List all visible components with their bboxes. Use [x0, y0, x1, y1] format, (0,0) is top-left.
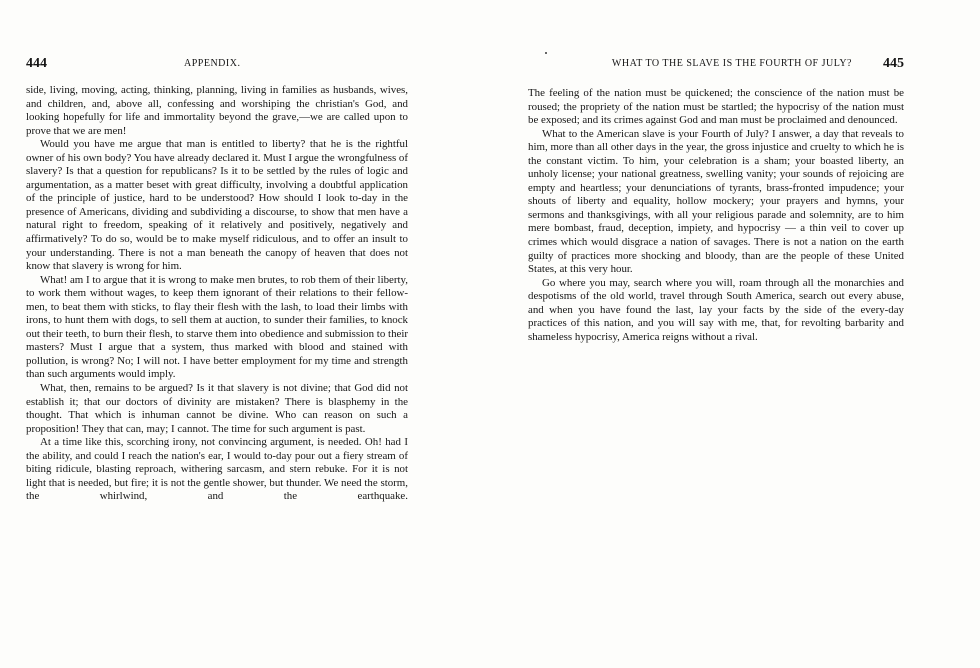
right-running-title: WHAT TO THE SLAVE IS THE FOURTH OF JULY?: [611, 58, 852, 69]
left-page-header: [26, 56, 408, 72]
left-page-body: [26, 84, 408, 504]
left-paragraph-1: side, living, moving, acting, thinking, planning, living in families as husbands, wives, and children, and, above all, confessing and worshiping the christian's God, and looking hopefully for life and immortality beyond the grave,—we are called upon to prove that we are men!: [26, 84, 408, 137]
right-page-header: [528, 56, 904, 72]
left-page-number: 444: [26, 56, 47, 71]
left-paragraph-2: Would you have me argue that man is entitled to liberty? that he is the rightful owner of his own body? You have already declared it. Must I argue the wrongfulness of slavery? Is that a question for republicans? Is it to be settled by the rules of logic and argumentation, as a matter beset with great difficulty, involving a doubtful application of the principle of justice, hard to be understood? How should I look to-day in the presence of Americans, dividing and subdividing a discourse, to show that men have a natural right to freedom, speaking of it relatively and positively, negatively and affirmatively? To do so, would be to make myself ridiculous, and to offer an insult to your understanding. There is not a man beneath the canopy of heaven that does not know that slavery is wrong for him.: [26, 138, 408, 273]
right-paragraph-3: Go where you may, search where you will, roam through all the monarchies and despotisms of the old world, travel through South America, search out every abuse, and when you have found the last, lay your facts by the side of the every-day practices of this nation, and you will say with me, that, for revolting barbarity and shameless hypocrisy, America reigns without a rival.: [528, 276, 904, 343]
right-paragraph-1: The feeling of the nation must be quickened; the conscience of the nation must be roused; the propriety of the nation must be startled; the hypocrisy of the nation must be exposed; and its crimes against God and man must be proclaimed and denounced.: [528, 87, 904, 127]
right-page-body: [528, 87, 904, 344]
left-running-title: APPENDIX.: [184, 58, 241, 69]
right-paragraph-2: What to the American slave is your Fourth of July? I answer, a day that reveals to him, more than all other days in the year, the gross injustice and cruelty to which he is the constant victim. To him, your celebration is a sham; your boasted liberty, an unholy license; your national greatness, swelling vanity; your sounds of rejoicing are empty and heartless; your denunciations of tyrants, brass-fronted impudence; your shouts of liberty and equality, hollow mockery; your prayers and hymns, your sermons and thanksgivings, with all your religious parade and solemnity, are to him mere bombast, fraud, deception, impiety, and hypocrisy — a thin veil to cover up crimes which would disgrace a nation of savages. There is not a nation on the earth guilty of practices more shocking and bloody, than are the people of these United States, at this very hour.: [528, 127, 904, 276]
left-paragraph-5: At a time like this, scorching irony, not convincing argument, is needed. Oh! had I the ability, and could I reach the nation's ear, I would to-day pour out a fiery stream of biting ridicule, blasting reproach, withering sarcasm, and stern rebuke. For it is not light that is needed, but fire; it is not the gentle shower, but thunder. We need the storm, the whirlwind, and the earthquake.: [26, 436, 408, 503]
right-page-number: 445: [883, 56, 904, 71]
left-paragraph-3: What! am I to argue that it is wrong to make men brutes, to rob them of their liberty, to work them without wages, to keep them ignorant of their relations to their fellow-men, to beat them with sticks, to flay their flesh with the lash, to load their limbs with irons, to hunt them with dogs, to sell them at auction, to sunder their families, to knock out their teeth, to burn their flesh, to starve them into obedience and submission to their masters? Must I argue that a system, thus marked with blood and stained with pollution, is wrong? No; I will not. I have better employment for my time and strength than such arguments would imply.: [26, 273, 408, 381]
left-paragraph-4: What, then, remains to be argued? Is it that slavery is not divine; that God did not establish it; that our doctors of divinity are mistaken? There is blasphemy in the thought. That which is inhuman cannot be divine. Who can reason on such a proposition! They that can, may; I cannot. The time for such argument is past.: [26, 382, 408, 435]
print-speck: [545, 52, 547, 54]
